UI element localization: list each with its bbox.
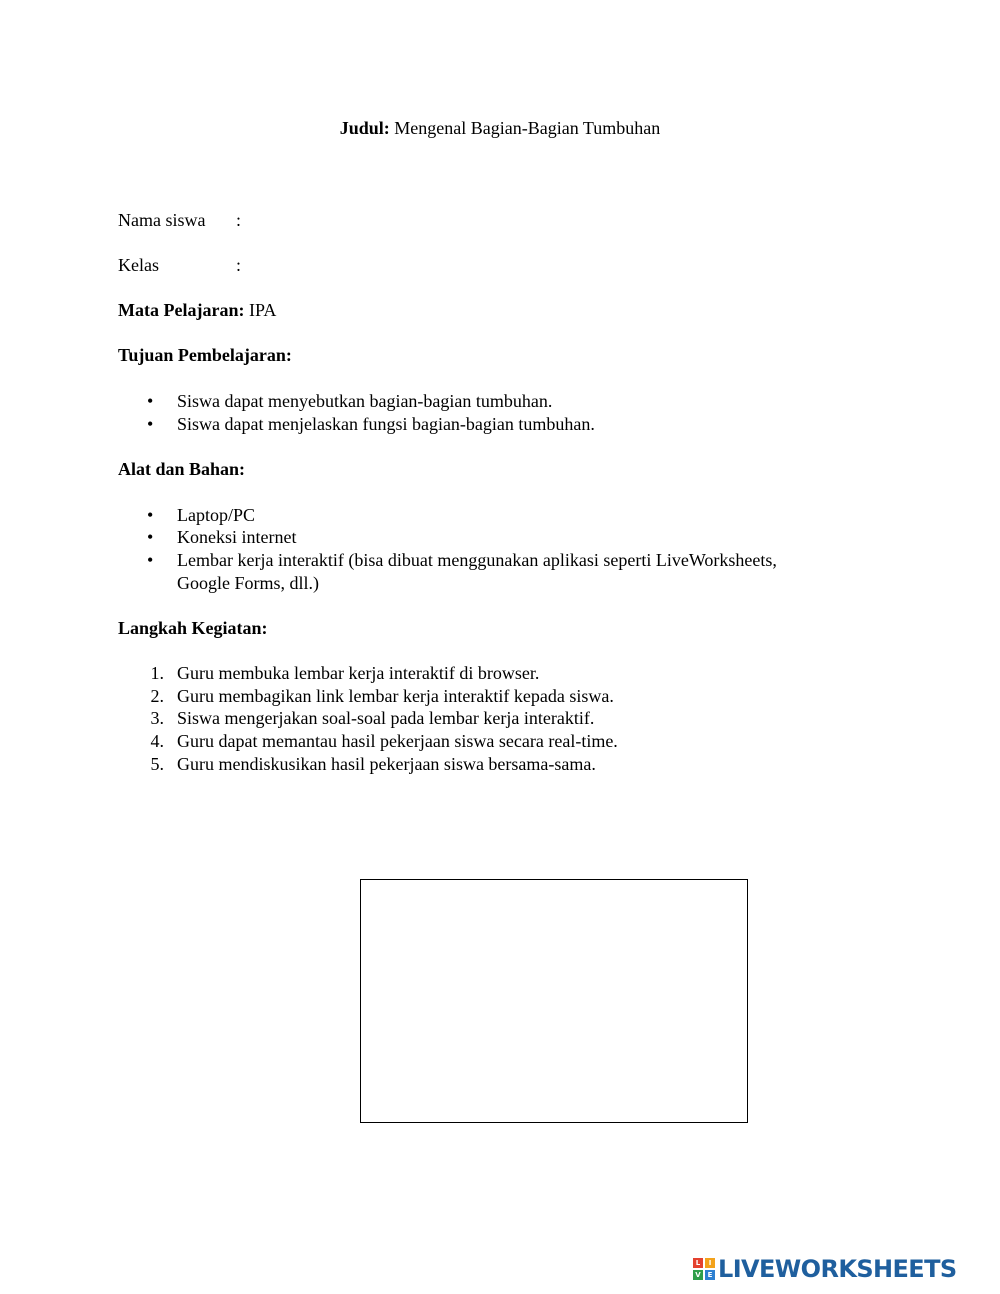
nama-siswa-label: Nama siswa	[118, 210, 206, 230]
tujuan-heading	[118, 345, 292, 366]
field-kelas	[118, 255, 241, 276]
kelas-label: Kelas	[118, 255, 159, 275]
langkah-heading-text: Langkah Kegiatan:	[118, 618, 268, 638]
kelas-colon: :	[236, 255, 242, 275]
liveworksheets-brand	[693, 1254, 957, 1284]
bullet-icon: •	[147, 414, 154, 434]
alat-item: Koneksi internet	[177, 527, 297, 547]
logo-cell: L	[693, 1258, 703, 1268]
title-text: Mengenal Bagian-Bagian Tumbuhan	[394, 118, 661, 138]
image-placeholder-box	[360, 879, 748, 1123]
tujuan-item: Siswa dapat menyebutkan bagian-bagian tumbuhan.	[177, 391, 553, 411]
step-number: 2.	[150, 686, 164, 706]
alat-item-continuation: Google Forms, dll.)	[177, 573, 319, 593]
mata-pelajaran	[118, 300, 276, 321]
step-text: Guru dapat memantau hasil pekerjaan siswa secara real-time.	[177, 731, 618, 751]
nama-siswa-colon: :	[236, 210, 242, 230]
logo-cell: V	[693, 1270, 703, 1280]
bullet-icon: •	[147, 527, 154, 547]
liveworksheets-logo-icon	[693, 1258, 715, 1280]
tujuan-heading-text: Tujuan Pembelajaran:	[118, 345, 292, 365]
step-text: Guru mendiskusikan hasil pekerjaan siswa bersama-sama.	[177, 754, 596, 774]
langkah-heading	[118, 618, 268, 639]
bullet-icon: •	[147, 550, 154, 570]
bullet-icon: •	[147, 505, 154, 525]
tujuan-item: Siswa dapat menjelaskan fungsi bagian-bagian tumbuhan.	[177, 414, 595, 434]
alat-item: Lembar kerja interaktif (bisa dibuat menggunakan aplikasi seperti LiveWorksheets,	[177, 550, 777, 570]
alat-heading-text: Alat dan Bahan:	[118, 459, 246, 479]
mapel-label: Mata Pelajaran:	[118, 300, 245, 320]
step-number: 5.	[150, 754, 164, 774]
logo-cell: I	[705, 1258, 715, 1268]
step-text: Guru membuka lembar kerja interaktif di browser.	[177, 663, 540, 683]
alat-heading	[118, 459, 245, 480]
field-nama-siswa	[118, 210, 241, 231]
mapel-value: IPA	[248, 300, 277, 320]
bullet-icon: •	[147, 391, 154, 411]
alat-item: Laptop/PC	[177, 505, 256, 525]
step-number: 1.	[150, 663, 164, 683]
brand-name: LIVEWORKSHEETS	[718, 1255, 957, 1283]
step-number: 3.	[150, 708, 164, 728]
page-title	[0, 118, 1000, 139]
logo-cell: E	[705, 1270, 715, 1280]
step-text: Guru membagikan link lembar kerja interaktif kepada siswa.	[177, 686, 614, 706]
step-number: 4.	[150, 731, 164, 751]
step-text: Siswa mengerjakan soal-soal pada lembar kerja interaktif.	[177, 708, 595, 728]
title-label: Judul:	[339, 118, 390, 138]
